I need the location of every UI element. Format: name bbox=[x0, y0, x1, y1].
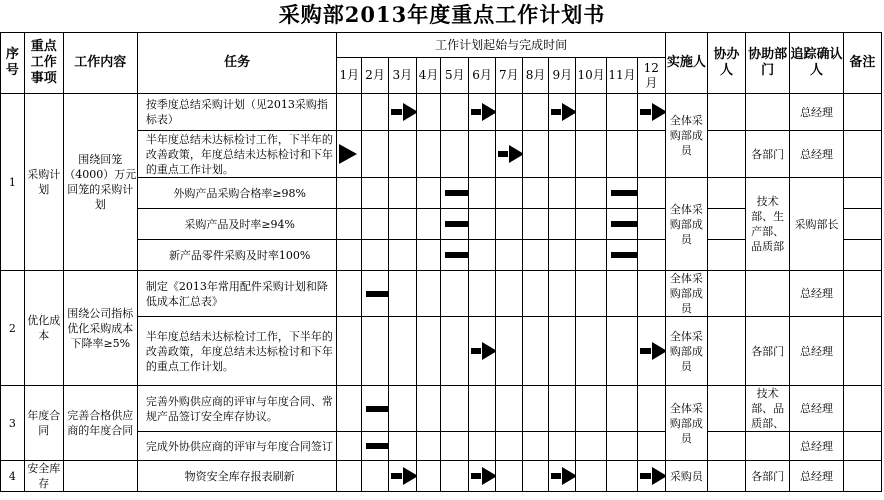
month-cell bbox=[576, 271, 607, 317]
month-header-12: 12月 bbox=[637, 58, 665, 94]
section-key-item: 优化成本 bbox=[24, 271, 63, 386]
month-header-1: 1月 bbox=[337, 58, 362, 94]
remark bbox=[843, 131, 881, 178]
month-cell bbox=[416, 317, 441, 386]
month-cell bbox=[441, 271, 469, 317]
month-cell bbox=[495, 461, 522, 492]
remark bbox=[843, 209, 881, 240]
assistant bbox=[707, 386, 745, 432]
executor: 全体采购部成员 bbox=[665, 271, 707, 317]
header-tracker: 追踪确认人 bbox=[790, 33, 844, 94]
month-header-10: 10月 bbox=[576, 58, 607, 94]
task-text: 半年度总结未达标检讨工作，下半年的改善政策，年度总结未达标检讨和下年的重点工作计划。 bbox=[137, 131, 337, 178]
section-seq: 3 bbox=[1, 386, 25, 461]
month-cell bbox=[388, 317, 416, 386]
header-executor: 实施人 bbox=[665, 33, 707, 94]
tracker: 总经理 bbox=[790, 94, 844, 131]
month-cell bbox=[441, 461, 469, 492]
month-cell bbox=[441, 386, 469, 432]
month-cell bbox=[522, 432, 549, 461]
month-cell bbox=[416, 131, 441, 178]
month-header-6: 6月 bbox=[469, 58, 496, 94]
remark bbox=[843, 386, 881, 432]
month-header-8: 8月 bbox=[522, 58, 549, 94]
month-cell bbox=[416, 94, 441, 131]
tracker: 总经理 bbox=[790, 271, 844, 317]
month-cell bbox=[576, 386, 607, 432]
month-cell bbox=[441, 209, 469, 240]
month-cell bbox=[522, 131, 549, 178]
month-header-9: 9月 bbox=[549, 58, 576, 94]
month-cell bbox=[522, 317, 549, 386]
assistant bbox=[707, 131, 745, 178]
month-cell bbox=[495, 317, 522, 386]
month-cell bbox=[388, 94, 416, 131]
assist-dept: 各部门 bbox=[746, 461, 790, 492]
task-text: 制定《2013年常用配件采购计划和降低成本汇总表》 bbox=[137, 271, 337, 317]
month-cell bbox=[362, 131, 389, 178]
month-cell bbox=[388, 461, 416, 492]
header-content: 工作内容 bbox=[63, 33, 137, 94]
remark bbox=[843, 317, 881, 386]
month-cell bbox=[549, 271, 576, 317]
month-cell bbox=[388, 386, 416, 432]
task-text: 完成外协供应商的评审与年度合同签订 bbox=[137, 432, 337, 461]
executor: 采购员 bbox=[665, 461, 707, 492]
month-cell bbox=[362, 240, 389, 271]
month-cell bbox=[495, 131, 522, 178]
month-cell bbox=[549, 209, 576, 240]
month-header-3: 3月 bbox=[388, 58, 416, 94]
month-cell bbox=[637, 317, 665, 386]
assistant bbox=[707, 240, 745, 271]
tracker: 总经理 bbox=[790, 131, 844, 178]
month-cell bbox=[388, 240, 416, 271]
assistant bbox=[707, 317, 745, 386]
task-text: 外购产品采购合格率≥98% bbox=[137, 178, 337, 209]
month-cell bbox=[576, 461, 607, 492]
month-cell bbox=[522, 209, 549, 240]
month-cell bbox=[337, 209, 362, 240]
remark bbox=[843, 432, 881, 461]
table-row bbox=[1, 94, 882, 131]
month-cell bbox=[637, 386, 665, 432]
month-cell bbox=[522, 461, 549, 492]
table-row bbox=[1, 271, 882, 317]
month-cell bbox=[522, 386, 549, 432]
month-cell bbox=[522, 271, 549, 317]
month-cell bbox=[576, 209, 607, 240]
month-cell bbox=[441, 131, 469, 178]
section-content: 完善合格供应商的年度合同 bbox=[63, 386, 137, 461]
remark bbox=[843, 178, 881, 209]
month-header-4: 4月 bbox=[416, 58, 441, 94]
tracker: 总经理 bbox=[790, 432, 844, 461]
month-cell bbox=[337, 271, 362, 317]
month-cell bbox=[495, 240, 522, 271]
assistant bbox=[707, 271, 745, 317]
section-content: 围绕公司指标优化采购成本下降率≥5% bbox=[63, 271, 137, 386]
month-cell bbox=[337, 131, 362, 178]
month-cell bbox=[549, 461, 576, 492]
month-cell bbox=[441, 432, 469, 461]
tracker: 总经理 bbox=[790, 461, 844, 492]
header-task: 任务 bbox=[137, 33, 337, 94]
month-cell bbox=[416, 386, 441, 432]
table-row bbox=[1, 461, 882, 492]
document-title: 采购部2013年度重点工作计划书 bbox=[278, 2, 606, 27]
tracker: 总经理 bbox=[790, 317, 844, 386]
month-cell bbox=[522, 94, 549, 131]
month-cell bbox=[441, 94, 469, 131]
month-cell bbox=[607, 209, 638, 240]
remark bbox=[843, 240, 881, 271]
month-cell bbox=[416, 240, 441, 271]
task-text: 半年度总结未达标检讨工作，下半年的改善政策，年度总结未达标检讨和下年的重点工作计划。 bbox=[137, 317, 337, 386]
executor: 全体采购部成员 bbox=[665, 386, 707, 461]
assistant bbox=[707, 209, 745, 240]
month-cell bbox=[441, 240, 469, 271]
section-key-item: 采购计划 bbox=[24, 94, 63, 271]
assistant bbox=[707, 461, 745, 492]
month-cell bbox=[607, 131, 638, 178]
month-cell bbox=[607, 461, 638, 492]
month-cell bbox=[441, 317, 469, 386]
month-cell bbox=[607, 178, 638, 209]
remark bbox=[843, 461, 881, 492]
month-cell bbox=[576, 94, 607, 131]
month-cell bbox=[416, 271, 441, 317]
month-cell bbox=[522, 240, 549, 271]
header-key-item: 重点工作事项 bbox=[24, 33, 63, 94]
month-cell bbox=[549, 386, 576, 432]
month-cell bbox=[495, 178, 522, 209]
month-cell bbox=[388, 271, 416, 317]
month-cell bbox=[362, 461, 389, 492]
month-cell bbox=[337, 240, 362, 271]
section-seq: 2 bbox=[1, 271, 25, 386]
month-cell bbox=[362, 209, 389, 240]
month-cell bbox=[469, 94, 496, 131]
month-cell bbox=[495, 94, 522, 131]
month-cell bbox=[607, 317, 638, 386]
header-assistant: 协办人 bbox=[707, 33, 745, 94]
executor: 全体采购部成员 bbox=[665, 94, 707, 178]
month-cell bbox=[549, 240, 576, 271]
section-key-item: 年度合同 bbox=[24, 386, 63, 461]
month-cell bbox=[469, 240, 496, 271]
month-cell bbox=[416, 209, 441, 240]
month-cell bbox=[576, 432, 607, 461]
remark bbox=[843, 271, 881, 317]
month-cell bbox=[469, 386, 496, 432]
header-remark: 备注 bbox=[843, 33, 881, 94]
month-cell bbox=[469, 461, 496, 492]
month-header-11: 11月 bbox=[607, 58, 638, 94]
executor: 全体采购部成员 bbox=[665, 317, 707, 386]
month-cell bbox=[469, 271, 496, 317]
section-content: 围绕回笼（4000）万元回笼的采购计划 bbox=[63, 94, 137, 271]
month-cell bbox=[469, 178, 496, 209]
month-cell bbox=[388, 209, 416, 240]
assist-dept bbox=[746, 432, 790, 461]
section-seq: 4 bbox=[1, 461, 25, 492]
section-content bbox=[63, 461, 137, 492]
header-timeline: 工作计划起始与完成时间 bbox=[337, 33, 665, 58]
remark bbox=[843, 94, 881, 131]
month-cell bbox=[469, 209, 496, 240]
month-cell bbox=[637, 131, 665, 178]
task-text: 物资安全库存报表刷新 bbox=[137, 461, 337, 492]
month-cell bbox=[337, 432, 362, 461]
section-key-item: 安全库存 bbox=[24, 461, 63, 492]
month-cell bbox=[549, 94, 576, 131]
tracker: 总经理 bbox=[790, 386, 844, 432]
month-cell bbox=[549, 178, 576, 209]
month-cell bbox=[337, 178, 362, 209]
month-cell bbox=[337, 386, 362, 432]
task-text: 新产品零件采购及时率100% bbox=[137, 240, 337, 271]
month-cell bbox=[549, 432, 576, 461]
month-cell bbox=[416, 178, 441, 209]
month-cell bbox=[495, 432, 522, 461]
month-cell bbox=[495, 271, 522, 317]
table-row bbox=[1, 386, 882, 432]
month-cell bbox=[607, 271, 638, 317]
month-cell bbox=[362, 271, 389, 317]
month-cell bbox=[495, 209, 522, 240]
header-seq: 序号 bbox=[1, 33, 25, 94]
month-cell bbox=[337, 94, 362, 131]
month-cell bbox=[441, 178, 469, 209]
month-cell bbox=[549, 317, 576, 386]
month-cell bbox=[522, 178, 549, 209]
assist-dept bbox=[746, 94, 790, 131]
month-cell bbox=[469, 131, 496, 178]
month-cell bbox=[637, 271, 665, 317]
month-cell bbox=[637, 461, 665, 492]
month-header-7: 7月 bbox=[495, 58, 522, 94]
executor: 全体采购部成员 bbox=[665, 178, 707, 271]
section-seq: 1 bbox=[1, 94, 25, 271]
assist-dept: 技术部、生产部、品质部 bbox=[746, 178, 790, 271]
month-cell bbox=[607, 386, 638, 432]
month-cell bbox=[416, 432, 441, 461]
month-cell bbox=[362, 178, 389, 209]
month-cell bbox=[637, 209, 665, 240]
month-cell bbox=[388, 178, 416, 209]
assist-dept: 各部门 bbox=[746, 131, 790, 178]
month-cell bbox=[637, 178, 665, 209]
task-text: 按季度总结采购计划（见2013采购指标表） bbox=[137, 94, 337, 131]
month-cell bbox=[388, 131, 416, 178]
month-cell bbox=[607, 240, 638, 271]
assistant bbox=[707, 178, 745, 209]
month-cell bbox=[337, 317, 362, 386]
month-header-2: 2月 bbox=[362, 58, 389, 94]
month-cell bbox=[607, 94, 638, 131]
month-cell bbox=[607, 432, 638, 461]
task-text: 完善外购供应商的评审与年度合同、常规产品签订安全库存协议。 bbox=[137, 386, 337, 432]
month-header-5: 5月 bbox=[441, 58, 469, 94]
month-cell bbox=[469, 432, 496, 461]
work-plan-table bbox=[0, 32, 882, 492]
assistant bbox=[707, 94, 745, 131]
month-cell bbox=[337, 461, 362, 492]
month-cell bbox=[362, 94, 389, 131]
month-cell bbox=[637, 432, 665, 461]
month-cell bbox=[576, 240, 607, 271]
assistant bbox=[707, 432, 745, 461]
assist-dept: 技术部、品质部、 bbox=[746, 386, 790, 432]
task-text: 采购产品及时率≥94% bbox=[137, 209, 337, 240]
month-cell bbox=[416, 461, 441, 492]
month-cell bbox=[549, 131, 576, 178]
month-cell bbox=[576, 131, 607, 178]
tracker: 采购部长 bbox=[790, 178, 844, 271]
assist-dept bbox=[746, 271, 790, 317]
month-cell bbox=[362, 432, 389, 461]
month-cell bbox=[362, 386, 389, 432]
month-cell bbox=[362, 317, 389, 386]
month-cell bbox=[576, 178, 607, 209]
month-cell bbox=[637, 240, 665, 271]
assist-dept: 各部门 bbox=[746, 317, 790, 386]
month-cell bbox=[637, 94, 665, 131]
month-cell bbox=[495, 386, 522, 432]
month-cell bbox=[388, 432, 416, 461]
month-cell bbox=[576, 317, 607, 386]
header-assist-dept: 协助部门 bbox=[746, 33, 790, 94]
month-cell bbox=[469, 317, 496, 386]
